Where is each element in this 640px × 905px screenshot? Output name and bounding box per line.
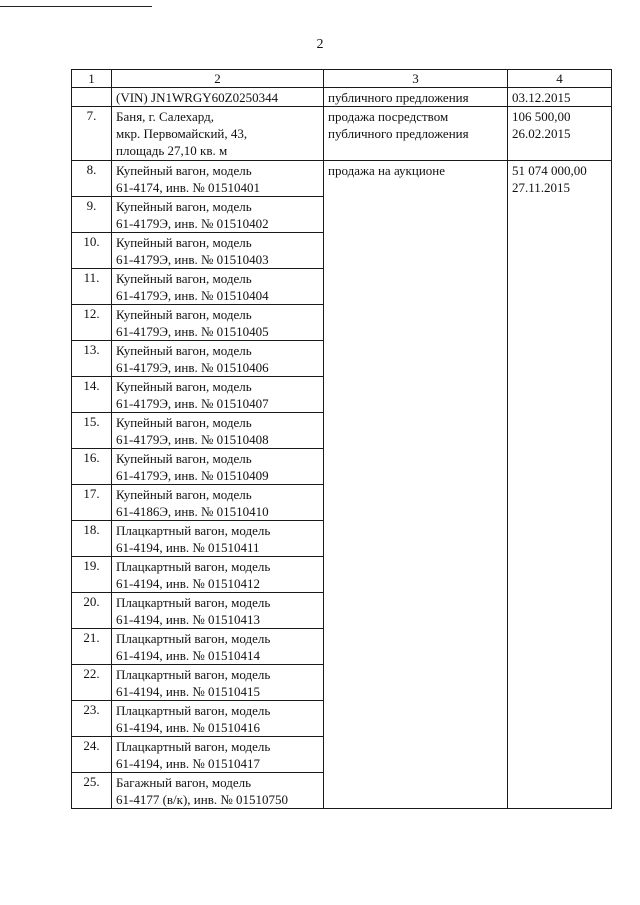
description-line: 61-4194, инв. № 01510416	[116, 720, 261, 735]
property-description	[112, 197, 324, 233]
description-line: Купейный вагон, модель	[116, 415, 252, 430]
sale-details	[508, 107, 612, 161]
description-line: Плацкартный вагон, модель	[116, 631, 271, 646]
description-line: Плацкартный вагон, модель	[116, 523, 271, 538]
column-header-4: 4	[508, 70, 612, 88]
sale-method-line: продажа посредством	[328, 109, 449, 124]
row-number: 7.	[72, 107, 112, 161]
property-description	[112, 161, 324, 197]
property-sale-table	[71, 69, 612, 809]
description-line: 61-4179Э, инв. № 01510402	[116, 216, 269, 231]
property-description	[112, 305, 324, 341]
column-number-row	[72, 70, 612, 88]
sale-date: 26.02.2015	[512, 126, 571, 141]
description-line: 61-4194, инв. № 01510415	[116, 684, 261, 699]
sale-price: 106 500,00	[512, 109, 571, 124]
sale-price: 51 074 000,00	[512, 163, 587, 178]
description-line: Купейный вагон, модель	[116, 271, 252, 286]
description-line: 61-4179Э, инв. № 01510406	[116, 360, 269, 375]
row-number: 15.	[72, 413, 112, 449]
description-line: Плацкартный вагон, модель	[116, 739, 271, 754]
sale-details: 03.12.2015	[508, 88, 612, 107]
sale-date: 27.11.2015	[512, 180, 571, 195]
description-line: Купейный вагон, модель	[116, 307, 252, 322]
property-description	[112, 233, 324, 269]
description-line: 61-4194, инв. № 01510412	[116, 576, 261, 591]
description-line: мкр. Первомайский, 43,	[116, 126, 248, 141]
row-number-cell	[72, 88, 112, 107]
property-description	[112, 485, 324, 521]
column-header-2: 2	[112, 70, 324, 88]
sale-details	[508, 161, 612, 809]
description-line: Плацкартный вагон, модель	[116, 703, 271, 718]
property-description	[112, 629, 324, 665]
description-line: Купейный вагон, модель	[116, 451, 252, 466]
row-number: 24.	[72, 737, 112, 773]
description-line: 61-4179Э, инв. № 01510408	[116, 432, 269, 447]
description-line: 61-4179Э, инв. № 01510407	[116, 396, 269, 411]
property-description	[112, 665, 324, 701]
page-number: 2	[316, 37, 324, 52]
description-line: Плацкартный вагон, модель	[116, 559, 271, 574]
description-line: 61-4194, инв. № 01510413	[116, 612, 261, 627]
sale-method	[324, 107, 508, 161]
row-number: 10.	[72, 233, 112, 269]
description-line: 61-4174, инв. № 01510401	[116, 180, 261, 195]
sale-method: публичного предложения	[324, 88, 508, 107]
description-line: Багажный вагон, модель	[116, 775, 252, 790]
description-line: Купейный вагон, модель	[116, 487, 252, 502]
row-number: 16.	[72, 449, 112, 485]
row-number: 20.	[72, 593, 112, 629]
description-line: 61-4179Э, инв. № 01510405	[116, 324, 269, 339]
row-number: 23.	[72, 701, 112, 737]
top-rule	[0, 6, 152, 7]
row-number: 25.	[72, 773, 112, 809]
sale-method-line: публичного предложения	[328, 126, 469, 141]
property-description	[112, 107, 324, 161]
table-row-7	[72, 107, 612, 161]
row-number: 19.	[72, 557, 112, 593]
property-description	[112, 737, 324, 773]
row-number: 22.	[72, 665, 112, 701]
property-description	[112, 449, 324, 485]
description-line: 61-4179Э, инв. № 01510404	[116, 288, 269, 303]
row-number: 14.	[72, 377, 112, 413]
description-line: 61-4194, инв. № 01510411	[116, 540, 260, 555]
row-number: 18.	[72, 521, 112, 557]
property-description	[112, 773, 324, 809]
property-description: (VIN) JN1WRGY60Z0250344	[112, 88, 324, 107]
table-row-continued	[72, 88, 612, 107]
description-line: 61-4194, инв. № 01510414	[116, 648, 261, 663]
description-line: Купейный вагон, модель	[116, 163, 252, 178]
description-line: 61-4186Э, инв. № 01510410	[116, 504, 269, 519]
table-row	[72, 161, 612, 197]
column-header-3: 3	[324, 70, 508, 88]
property-description	[112, 701, 324, 737]
property-description	[112, 521, 324, 557]
description-line: 61-4177 (в/к), инв. № 01510750	[116, 792, 289, 807]
property-description	[112, 377, 324, 413]
row-number: 11.	[72, 269, 112, 305]
property-description	[112, 269, 324, 305]
row-number: 13.	[72, 341, 112, 377]
sale-method: продажа на аукционе	[324, 161, 508, 809]
row-number: 8.	[72, 161, 112, 197]
row-number: 12.	[72, 305, 112, 341]
column-header-1: 1	[72, 70, 112, 88]
property-description	[112, 593, 324, 629]
description-line: 61-4179Э, инв. № 01510403	[116, 252, 269, 267]
property-description	[112, 341, 324, 377]
description-line: площадь 27,10 кв. м	[116, 143, 228, 158]
description-line: 61-4194, инв. № 01510417	[116, 756, 261, 771]
row-number: 9.	[72, 197, 112, 233]
description-line: 61-4179Э, инв. № 01510409	[116, 468, 269, 483]
description-line: Баня, г. Салехард,	[116, 109, 214, 124]
property-description	[112, 413, 324, 449]
description-line: Плацкартный вагон, модель	[116, 667, 271, 682]
description-line: Купейный вагон, модель	[116, 379, 252, 394]
description-line: Плацкартный вагон, модель	[116, 595, 271, 610]
row-number: 21.	[72, 629, 112, 665]
row-number: 17.	[72, 485, 112, 521]
property-description	[112, 557, 324, 593]
description-line: Купейный вагон, модель	[116, 343, 252, 358]
description-line: Купейный вагон, модель	[116, 235, 252, 250]
description-line: Купейный вагон, модель	[116, 199, 252, 214]
